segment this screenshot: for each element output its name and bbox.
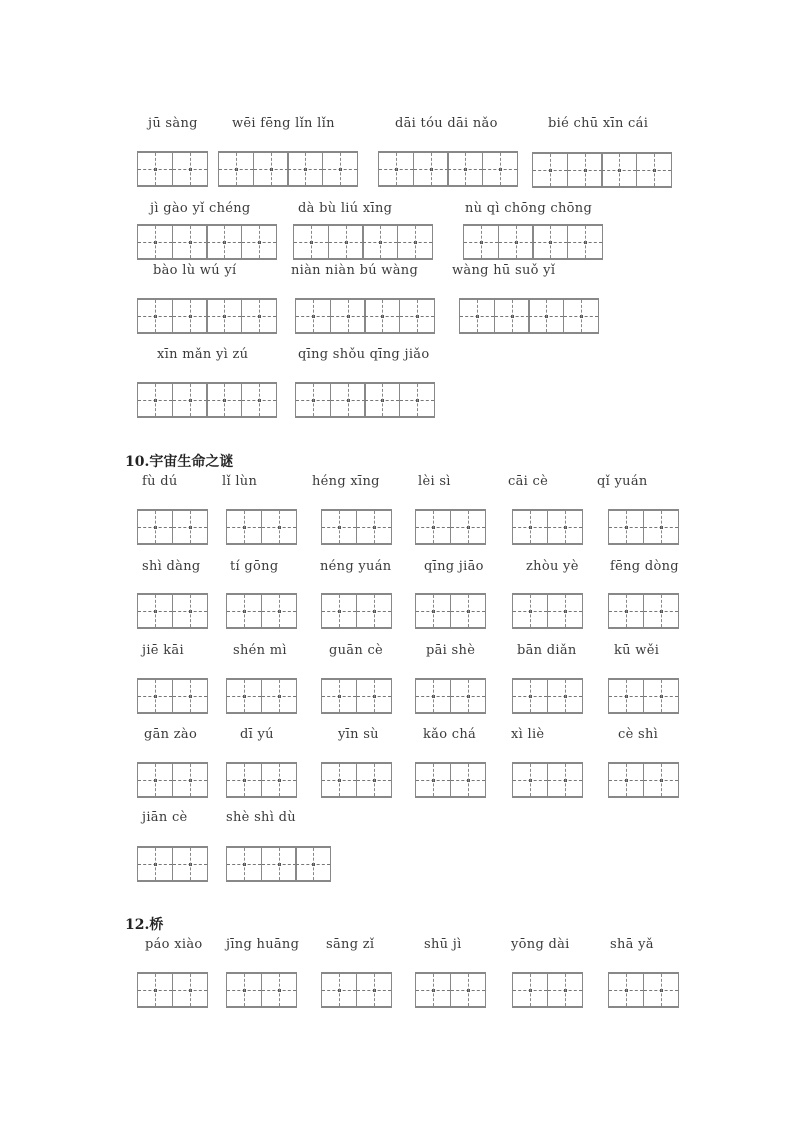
writing-grid-4[interactable]	[295, 382, 433, 418]
writing-grid-2[interactable]	[608, 593, 677, 629]
pinyin-label: bān diǎn	[517, 643, 577, 658]
writing-grid-4[interactable]	[293, 224, 431, 260]
writing-grid-2[interactable]	[512, 762, 581, 798]
writing-grid-2[interactable]	[415, 678, 484, 714]
writing-grid-4[interactable]	[378, 151, 516, 187]
pinyin-label: qīng shǒu qīng jiǎo	[298, 347, 430, 362]
writing-grid-2[interactable]	[415, 593, 484, 629]
writing-grid-2[interactable]	[226, 509, 295, 545]
pinyin-label: xì liè	[511, 727, 545, 742]
pinyin-label: niàn niàn bú wàng	[291, 263, 419, 278]
writing-grid-2[interactable]	[226, 593, 295, 629]
pinyin-label: xīn mǎn yì zú	[157, 347, 249, 362]
pinyin-label: shā yǎ	[610, 937, 654, 952]
writing-grid-2[interactable]	[415, 509, 484, 545]
writing-grid-2[interactable]	[137, 151, 206, 187]
pinyin-label: héng xīng	[312, 474, 380, 489]
pinyin-label: fù dú	[142, 474, 178, 489]
writing-grid-2[interactable]	[226, 972, 295, 1008]
writing-grid-2[interactable]	[137, 972, 206, 1008]
pinyin-label: shén mì	[233, 643, 287, 658]
writing-grid-2[interactable]	[608, 509, 677, 545]
pinyin-label: tí gōng	[230, 559, 279, 574]
writing-grid-2[interactable]	[512, 678, 581, 714]
writing-grid-2[interactable]	[608, 678, 677, 714]
writing-grid-2[interactable]	[512, 593, 581, 629]
writing-grid-2[interactable]	[137, 678, 206, 714]
writing-grid-4[interactable]	[218, 151, 356, 187]
pinyin-label: jì gào yǐ chéng	[150, 201, 251, 216]
pinyin-label: gān zào	[144, 727, 198, 742]
pinyin-label: dāi tóu dāi nǎo	[395, 116, 498, 131]
writing-grid-2[interactable]	[137, 593, 206, 629]
pinyin-label: dī yú	[240, 727, 274, 742]
pinyin-label: kǎo chá	[423, 727, 477, 742]
writing-grid-3[interactable]	[226, 846, 330, 882]
writing-grid-2[interactable]	[608, 972, 677, 1008]
writing-grid-2[interactable]	[137, 509, 206, 545]
writing-grid-2[interactable]	[226, 762, 295, 798]
writing-grid-4[interactable]	[532, 152, 670, 188]
pinyin-label: jū sàng	[148, 116, 198, 131]
writing-grid-2[interactable]	[512, 509, 581, 545]
writing-grid-4[interactable]	[463, 224, 601, 260]
pinyin-label: cè shì	[618, 727, 659, 742]
pinyin-label: cāi cè	[508, 474, 549, 489]
pinyin-label: wēi fēng lǐn lǐn	[232, 116, 335, 131]
writing-grid-2[interactable]	[137, 762, 206, 798]
writing-grid-2[interactable]	[415, 972, 484, 1008]
pinyin-label: pāi shè	[426, 643, 476, 658]
pinyin-label: guān cè	[329, 643, 384, 658]
writing-grid-2[interactable]	[321, 762, 390, 798]
writing-grid-2[interactable]	[137, 846, 206, 882]
writing-grid-2[interactable]	[321, 509, 390, 545]
pinyin-label: wàng hū suǒ yǐ	[452, 263, 556, 278]
pinyin-label: dà bù liú xīng	[298, 201, 393, 216]
pinyin-label: shè shì dù	[226, 810, 296, 825]
pinyin-label: nù qì chōng chōng	[465, 201, 593, 216]
pinyin-label: qǐ yuán	[597, 474, 648, 489]
writing-grid-2[interactable]	[512, 972, 581, 1008]
writing-grid-2[interactable]	[321, 593, 390, 629]
writing-grid-2[interactable]	[608, 762, 677, 798]
writing-grid-2[interactable]	[415, 762, 484, 798]
pinyin-label: páo xiào	[145, 937, 203, 952]
pinyin-label: jiē kāi	[142, 643, 184, 658]
writing-grid-4[interactable]	[295, 298, 433, 334]
writing-grid-4[interactable]	[137, 382, 275, 418]
writing-grid-4[interactable]	[137, 224, 275, 260]
pinyin-label: kū wěi	[614, 643, 660, 658]
pinyin-label: zhòu yè	[526, 559, 579, 574]
pinyin-label: shì dàng	[142, 559, 201, 574]
section-title: 10.宇宙生命之谜	[125, 454, 234, 470]
writing-grid-4[interactable]	[459, 298, 597, 334]
pinyin-label: néng yuán	[320, 559, 392, 574]
pinyin-label: bié chū xīn cái	[548, 116, 649, 131]
writing-grid-2[interactable]	[321, 678, 390, 714]
section-title: 12.桥	[125, 917, 164, 933]
pinyin-label: lǐ lùn	[222, 474, 258, 489]
pinyin-label: lèi sì	[418, 474, 451, 489]
pinyin-label: sāng zǐ	[326, 937, 375, 952]
pinyin-label: shū jì	[424, 937, 462, 952]
pinyin-label: jīng huāng	[226, 937, 300, 952]
pinyin-label: yōng dài	[511, 937, 570, 952]
pinyin-label: fēng dòng	[610, 559, 679, 574]
pinyin-label: bào lù wú yí	[153, 263, 237, 278]
writing-grid-2[interactable]	[321, 972, 390, 1008]
pinyin-label: yīn sù	[338, 727, 379, 742]
pinyin-label: qīng jiāo	[424, 559, 484, 574]
writing-grid-2[interactable]	[226, 678, 295, 714]
pinyin-label: jiān cè	[142, 810, 188, 825]
writing-grid-4[interactable]	[137, 298, 275, 334]
